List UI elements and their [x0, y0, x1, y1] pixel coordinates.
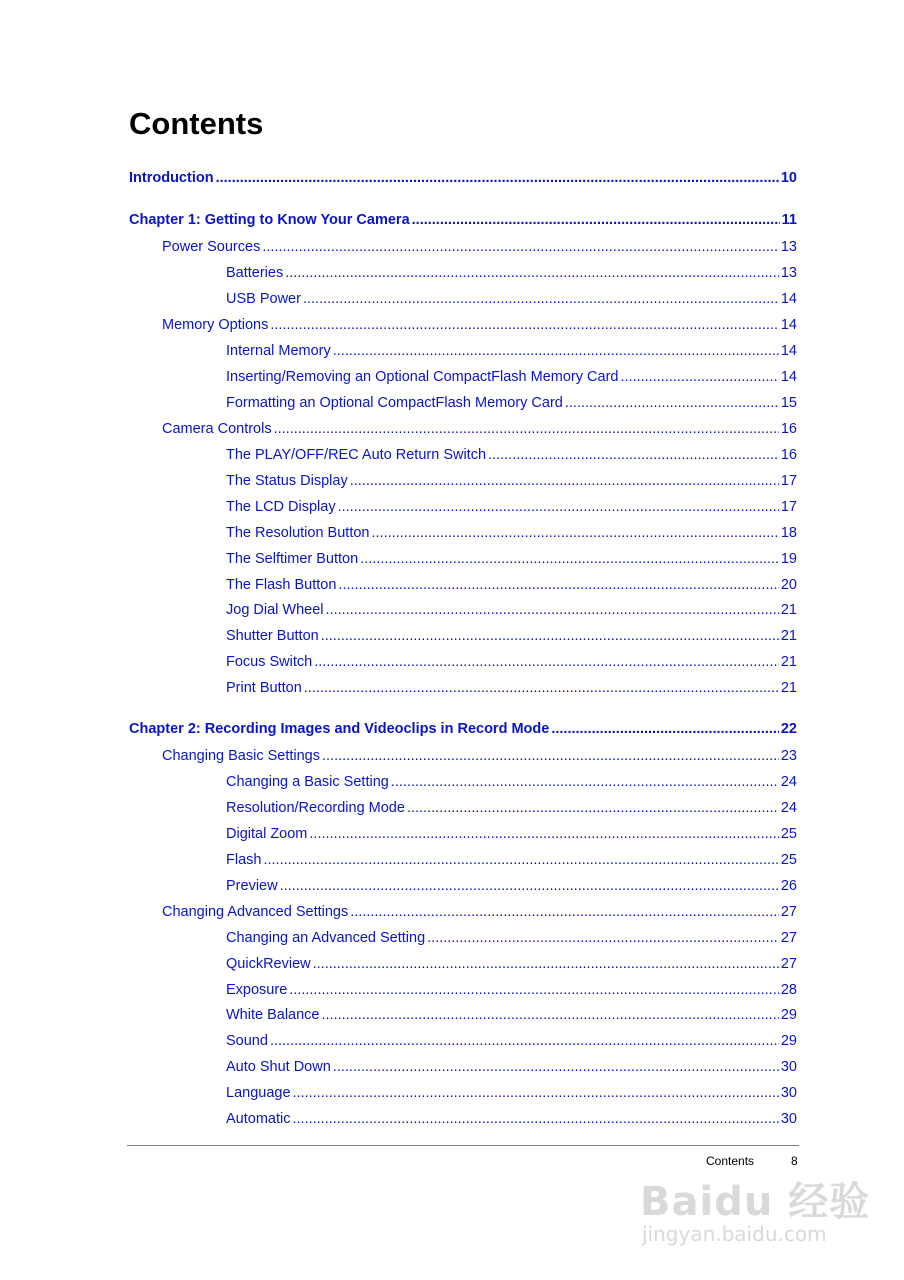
toc-entry-title: Shutter Button [226, 628, 319, 644]
toc-dot-leader [292, 1110, 778, 1128]
toc-entry-page: 16 [780, 421, 797, 437]
toc-subsection-entry[interactable] [226, 851, 797, 869]
toc-entry-title: Changing an Advanced Setting [226, 930, 426, 946]
toc-dot-leader [326, 601, 779, 619]
toc-subsection-entry[interactable] [226, 550, 797, 568]
toc-entry-page: 13 [780, 265, 797, 281]
toc-entry-title: Introduction [129, 170, 214, 186]
toc-entry-page: 29 [780, 1033, 797, 1049]
toc-subsection-entry[interactable] [226, 394, 797, 412]
toc-entry-page: 15 [780, 395, 797, 411]
footer-section-label: Contents [706, 1154, 755, 1168]
toc-entry-title: Changing a Basic Setting [226, 774, 389, 790]
toc-dot-leader [289, 981, 779, 999]
toc-entry-page: 13 [780, 239, 797, 255]
toc-section-entry[interactable] [162, 316, 797, 334]
toc-entry-title: Resolution/Recording Mode [226, 800, 405, 816]
toc-entry-title: Digital Zoom [226, 826, 308, 842]
toc-chapter-entry[interactable] [129, 211, 797, 229]
toc-subsection-entry[interactable] [226, 825, 797, 843]
toc-entry-page: 17 [780, 499, 797, 515]
toc-dot-leader [321, 627, 779, 645]
toc-subsection-entry[interactable] [226, 264, 797, 282]
toc-section-entry[interactable] [162, 747, 797, 765]
toc-dot-leader [488, 446, 779, 464]
toc-entry-title: Chapter 1: Getting to Know Your Camera [129, 212, 410, 228]
toc-dot-leader [293, 1084, 779, 1102]
toc-entry-page: 14 [780, 291, 797, 307]
toc-entry-page: 26 [780, 878, 797, 894]
toc-entry-page: 22 [780, 721, 797, 737]
toc-entry-title: QuickReview [226, 956, 311, 972]
toc-entry-title: The LCD Display [226, 499, 336, 515]
toc-entry-title: The Resolution Button [226, 525, 370, 541]
toc-dot-leader [338, 576, 778, 594]
toc-subsection-entry[interactable] [226, 524, 797, 542]
toc-dot-leader [262, 238, 779, 256]
toc-dot-leader [371, 524, 778, 542]
watermark-logo-text: Baidu 经验 [640, 1179, 871, 1225]
toc-dot-leader [270, 1032, 779, 1050]
toc-entry-page: 27 [780, 904, 797, 920]
toc-entry-page: 17 [780, 473, 797, 489]
toc-entry-page: 24 [780, 800, 797, 816]
toc-entry-title: Preview [226, 878, 278, 894]
toc-subsection-entry[interactable] [226, 576, 797, 594]
toc-dot-leader [350, 472, 779, 490]
toc-section-entry[interactable] [162, 903, 797, 921]
toc-section-entry[interactable] [162, 420, 797, 438]
toc-dot-leader [407, 799, 779, 817]
toc-entry-title: Chapter 2: Recording Images and Videoclips in Record Mode [129, 721, 550, 737]
toc-entry-title: Changing Basic Settings [162, 748, 320, 764]
toc-entry-title: The PLAY/OFF/REC Auto Return Switch [226, 447, 487, 463]
toc-dot-leader [216, 169, 779, 187]
toc-entry-title: Power Sources [162, 239, 261, 255]
toc-entry-page: 30 [780, 1085, 797, 1101]
toc-entry-title: Inserting/Removing an Optional CompactFlash Memory Card [226, 369, 619, 385]
toc-dot-leader [620, 368, 778, 386]
toc-entry-page: 30 [780, 1059, 797, 1075]
toc-entry-title: Auto Shut Down [226, 1059, 331, 1075]
toc-subsection-entry[interactable] [226, 799, 797, 817]
toc-entry-page: 21 [780, 628, 797, 644]
toc-subsection-entry[interactable] [226, 773, 797, 791]
toc-subsection-entry[interactable] [226, 679, 797, 697]
toc-entry-page: 14 [780, 317, 797, 333]
toc-entry-page: 25 [780, 852, 797, 868]
toc-subsection-entry[interactable] [226, 653, 797, 671]
toc-subsection-entry[interactable] [226, 1110, 797, 1128]
toc-entry-page: 25 [780, 826, 797, 842]
toc-entry-title: Exposure [226, 982, 288, 998]
toc-entry-title: Camera Controls [162, 421, 272, 437]
toc-entry-page: 29 [780, 1007, 797, 1023]
toc-dot-leader [274, 420, 779, 438]
toc-subsection-entry[interactable] [226, 1006, 797, 1024]
toc-entry-page: 23 [780, 748, 797, 764]
toc-entry-page: 21 [780, 654, 797, 670]
toc-entry-page: 27 [780, 956, 797, 972]
toc-dot-leader [360, 550, 779, 568]
toc-entry-title: The Selftimer Button [226, 551, 359, 567]
toc-entry-page: 21 [780, 680, 797, 696]
toc-entry-title: Sound [226, 1033, 268, 1049]
toc-dot-leader [350, 903, 779, 921]
toc-entry-title: Batteries [226, 265, 284, 281]
toc-dot-leader [333, 342, 779, 360]
toc-subsection-entry[interactable] [226, 1058, 797, 1076]
toc-dot-leader [333, 1058, 779, 1076]
toc-entry-page: 21 [780, 602, 797, 618]
toc-dot-leader [427, 929, 779, 947]
toc-entry-title: USB Power [226, 291, 301, 307]
toc-chapter-entry[interactable] [129, 169, 797, 187]
toc-entry-page: 18 [780, 525, 797, 541]
toc-entry-title: The Status Display [226, 473, 348, 489]
toc-entry-title: The Flash Button [226, 577, 337, 593]
toc-entry-title: Focus Switch [226, 654, 313, 670]
toc-entry-title: Formatting an Optional CompactFlash Memory Card [226, 395, 563, 411]
toc-entry-page: 28 [780, 982, 797, 998]
toc-dot-leader [314, 653, 779, 671]
toc-entry-title: Memory Options [162, 317, 269, 333]
toc-entry-title: White Balance [226, 1007, 320, 1023]
toc-dot-leader [338, 498, 779, 516]
toc-dot-leader [313, 955, 779, 973]
toc-entry-page: 19 [780, 551, 797, 567]
toc-subsection-entry[interactable] [226, 627, 797, 645]
toc-subsection-entry[interactable] [226, 368, 797, 386]
toc-entry-page: 16 [780, 447, 797, 463]
toc-dot-leader [565, 394, 779, 412]
toc-entry-title: Internal Memory [226, 343, 331, 359]
toc-chapter-entry[interactable] [129, 720, 797, 738]
watermark-url: jingyan.baidu.com [642, 1222, 827, 1246]
toc-subsection-entry[interactable] [226, 446, 797, 464]
toc-subsection-entry[interactable] [226, 498, 797, 516]
toc-subsection-entry[interactable] [226, 601, 797, 619]
toc-entry-title: Jog Dial Wheel [226, 602, 324, 618]
toc-entry-page: 20 [780, 577, 797, 593]
toc-entry-page: 11 [781, 212, 797, 228]
toc-subsection-entry[interactable] [226, 342, 797, 360]
toc-entry-page: 24 [780, 774, 797, 790]
baidu-watermark [640, 1166, 880, 1276]
toc-dot-leader [322, 1006, 779, 1024]
toc-dot-leader [391, 773, 779, 791]
toc-section-entry[interactable] [162, 238, 797, 256]
toc-dot-leader [280, 877, 779, 895]
toc-dot-leader [263, 851, 778, 869]
toc-entry-page: 14 [780, 369, 797, 385]
toc-dot-leader [322, 747, 779, 765]
toc-entry-page: 10 [780, 170, 797, 186]
footer-divider [127, 1145, 799, 1146]
toc-subsection-entry[interactable] [226, 929, 797, 947]
toc-subsection-entry[interactable] [226, 981, 797, 999]
toc-dot-leader [270, 316, 778, 334]
toc-entry-page: 27 [780, 930, 797, 946]
toc-subsection-entry[interactable] [226, 1084, 797, 1102]
toc-dot-leader [285, 264, 779, 282]
toc-entry-title: Language [226, 1085, 291, 1101]
toc-entry-title: Automatic [226, 1111, 291, 1127]
toc-entry-title: Print Button [226, 680, 302, 696]
toc-subsection-entry[interactable] [226, 472, 797, 490]
footer-page-number: 8 [791, 1154, 798, 1168]
toc-dot-leader [304, 679, 779, 697]
toc-dot-leader [303, 290, 779, 308]
toc-entry-title: Flash [226, 852, 262, 868]
toc-subsection-entry[interactable] [226, 877, 797, 895]
toc-subsection-entry[interactable] [226, 955, 797, 973]
toc-subsection-entry[interactable] [226, 1032, 797, 1050]
page-title: Contents [129, 106, 264, 141]
toc-subsection-entry[interactable] [226, 290, 797, 308]
toc-dot-leader [309, 825, 778, 843]
toc-dot-leader [551, 720, 779, 738]
toc-entry-title: Changing Advanced Settings [162, 904, 349, 920]
toc-dot-leader [412, 211, 780, 229]
toc-entry-page: 30 [780, 1111, 797, 1127]
toc-entry-page: 14 [780, 343, 797, 359]
